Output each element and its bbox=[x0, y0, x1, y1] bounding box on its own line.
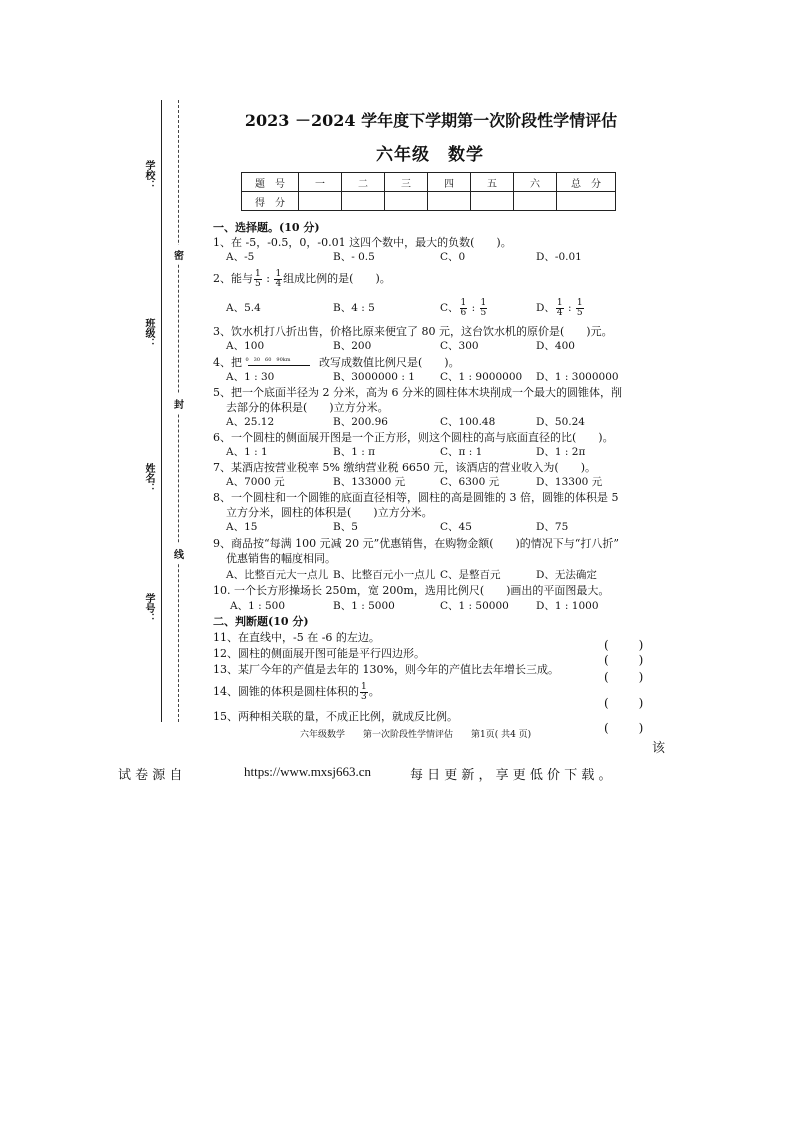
score-header-cell: 二 bbox=[342, 173, 385, 192]
q13-answer-blank[interactable]: ( ) bbox=[604, 670, 653, 684]
score-table-score-row bbox=[242, 192, 616, 211]
q4-option-d: D、1 : 3000000 bbox=[536, 371, 619, 383]
q9-option-c: C、是整百元 bbox=[440, 569, 501, 581]
score-row-label: 得 分 bbox=[242, 192, 299, 211]
fraction bbox=[460, 299, 468, 318]
q4-line-scale bbox=[246, 357, 316, 369]
q3-option-c: C、300 bbox=[440, 340, 479, 352]
seal-mark-2: 封 bbox=[174, 394, 184, 413]
q2-text-a: 2、能与 bbox=[213, 272, 253, 285]
q5-line2: 去部分的体积是( )立方分米。 bbox=[226, 401, 389, 414]
fraction-numerator: 1 bbox=[275, 268, 282, 279]
q12-text: 12、圆柱的侧面展开图可能是平行四边形。 bbox=[213, 647, 425, 660]
fraction-denominator: 4 bbox=[275, 278, 282, 289]
fraction-denominator: 5 bbox=[576, 307, 583, 318]
q2-fraction-1 bbox=[254, 270, 262, 289]
q2-option-a: A、5.4 bbox=[226, 302, 261, 314]
q7-text: 7、某酒店按营业税率 5% 缴纳营业税 6650 元，该酒店的营业收入为( )。 bbox=[213, 461, 597, 474]
page-footer: 六年级数学 第一次阶段性学情评估 第1页( 共4 页) bbox=[300, 730, 532, 740]
school-label: 学校： bbox=[143, 160, 154, 190]
q11-text: 11、在直线中，-5 在 -6 的左边。 bbox=[213, 631, 380, 644]
option-prefix: C、 bbox=[440, 302, 459, 314]
q3-option-b: B、200 bbox=[333, 340, 372, 352]
q4-option-a: A、1 : 30 bbox=[226, 371, 275, 383]
fraction-denominator: 4 bbox=[556, 307, 563, 318]
fraction-numerator: 1 bbox=[480, 297, 487, 308]
q3-option-d: D、400 bbox=[536, 340, 575, 352]
q3-option-a: A、100 bbox=[226, 340, 265, 352]
name-label: 姓名： bbox=[143, 463, 154, 493]
score-header-cell: 三 bbox=[385, 173, 428, 192]
q14-answer-blank[interactable]: ( ) bbox=[604, 696, 653, 710]
q3-text: 3、饮水机打八折出售，价格比原来便宜了 80 元，这台饮水机的原价是( )元。 bbox=[213, 325, 613, 338]
q9-option-b: B、比整百元小一点儿 bbox=[333, 569, 436, 581]
score-input-cell[interactable] bbox=[471, 192, 514, 211]
score-header-cell: 一 bbox=[299, 173, 342, 192]
q14-text-b: 。 bbox=[368, 685, 380, 698]
fraction-numerator: 1 bbox=[576, 297, 583, 308]
q4-option-b: B、3000000 : 1 bbox=[333, 371, 415, 383]
q15-text: 15、两种相关联的量，不成正比例，就成反比例。 bbox=[213, 710, 458, 723]
class-label: 班级： bbox=[143, 318, 154, 348]
footer-stray-char: 该 bbox=[652, 741, 666, 756]
q5-option-d: D、50.24 bbox=[536, 416, 585, 428]
fraction-denominator: 6 bbox=[460, 307, 467, 318]
fraction-denominator: 5 bbox=[255, 278, 261, 289]
q12-answer-blank[interactable]: ( ) bbox=[604, 653, 653, 667]
q5-line1: 5、把一个底面半径为 2 分米，高为 6 分米的圆柱体木块削成一个最大的圆锥体，削 bbox=[213, 386, 622, 399]
fraction-numerator: 1 bbox=[255, 268, 261, 279]
score-input-cell[interactable] bbox=[342, 192, 385, 211]
q2-fraction-2 bbox=[274, 270, 282, 289]
q5-option-c: C、100.48 bbox=[440, 416, 496, 428]
score-input-cell[interactable] bbox=[557, 192, 616, 211]
q9-line2: 优惠销售的幅度相同。 bbox=[226, 552, 336, 565]
q2-option-b: B、4 : 5 bbox=[333, 302, 375, 314]
q5-option-b: B、200.96 bbox=[333, 416, 388, 428]
q4-text bbox=[213, 356, 460, 369]
q8-option-d: D、75 bbox=[536, 521, 569, 533]
q14-text-a: 14、圆锥的体积是圆柱体积的 bbox=[213, 685, 359, 698]
fraction-numerator: 1 bbox=[361, 681, 367, 692]
fraction-numerator: 1 bbox=[460, 297, 467, 308]
seal-mark-1: 密 bbox=[174, 245, 184, 264]
score-header-cell: 总 分 bbox=[557, 173, 616, 192]
binding-line-left bbox=[161, 100, 162, 722]
q14-text bbox=[213, 680, 380, 704]
q6-option-b: B、1 : π bbox=[333, 446, 376, 458]
exam-title: 2023 －2024 学年度下学期第一次阶段性学情评估 bbox=[244, 111, 618, 130]
student-number-label: 学号： bbox=[143, 593, 154, 623]
q14-fraction bbox=[360, 683, 368, 702]
q7-option-d: D、13300 元 bbox=[536, 476, 603, 488]
fraction bbox=[576, 299, 584, 318]
q5-option-a: A、25.12 bbox=[226, 416, 275, 428]
q9-option-d: D、无法确定 bbox=[536, 569, 597, 581]
q8-line2: 立方分米，圆柱的体积是( )立方分米。 bbox=[226, 506, 433, 519]
fraction-denominator: 5 bbox=[480, 307, 487, 318]
q4-text-a: 4、把 bbox=[213, 356, 242, 369]
q6-option-c: C、π : 1 bbox=[440, 446, 483, 458]
q8-line1: 8、一个圆柱和一个圆锥的底面直径相等，圆柱的高是圆锥的 3 倍，圆锥的体积是 5 bbox=[213, 491, 619, 504]
q4-option-c: C、1 : 9000000 bbox=[440, 371, 523, 383]
q11-answer-blank[interactable]: ( ) bbox=[604, 638, 653, 652]
score-header-cell: 六 bbox=[514, 173, 557, 192]
q1-option-c: C、0 bbox=[440, 251, 466, 263]
fraction bbox=[556, 299, 564, 318]
q1-option-a: A、-5 bbox=[226, 251, 255, 263]
q6-text: 6、一个圆柱的侧面展开图是一个正方形，则这个圆柱的高与底面直径的比( )。 bbox=[213, 431, 614, 444]
score-input-cell[interactable] bbox=[299, 192, 342, 211]
source-url-link[interactable]: https://www.mxsj663.cn bbox=[244, 764, 371, 779]
score-header-cell: 五 bbox=[471, 173, 514, 192]
section1-heading: 一、选择题。(10 分) bbox=[213, 221, 320, 234]
q7-option-b: B、133000 元 bbox=[333, 476, 406, 488]
score-input-cell[interactable] bbox=[385, 192, 428, 211]
option-prefix: D、 bbox=[536, 302, 555, 314]
scale-bar-icon bbox=[248, 365, 310, 366]
score-table bbox=[241, 172, 616, 211]
q2-option-c: C、 $\frac{1}{6}$ : $\frac{1}{5}$ bbox=[440, 297, 487, 318]
q8-option-a: A、15 bbox=[226, 521, 258, 533]
q2-text: 2、能与 $\frac{1}{5}$ : $\frac{1}{4}$ 组成比例的是( )。 bbox=[213, 268, 391, 289]
q13-text: 13、某厂今年的产值是去年的 130%，则今年的产值比去年增长三成。 bbox=[213, 663, 559, 676]
q8-option-b: B、5 bbox=[333, 521, 358, 533]
q6-option-d: D、1 : 2π bbox=[536, 446, 586, 458]
source-left-text: 试 卷 源 自 bbox=[118, 768, 183, 783]
q8-option-c: C、45 bbox=[440, 521, 472, 533]
score-input-cell[interactable] bbox=[428, 192, 471, 211]
fraction bbox=[480, 299, 488, 318]
q4-text-b: 改写成数值比例尺是( )。 bbox=[319, 356, 460, 369]
score-input-cell[interactable] bbox=[514, 192, 557, 211]
q10-option-a: A、1 : 500 bbox=[230, 600, 286, 612]
q1-option-d: D、-0.01 bbox=[536, 251, 582, 263]
scale-label: 0 30 60 90km bbox=[245, 357, 291, 363]
source-right-text: 每 日 更 新 ， 享 更 低 价 下 载 。 bbox=[410, 768, 612, 783]
q10-text: 10. 一个长方形操场长 250m，宽 200m，选用比例尺( )画出的平面图最大。 bbox=[213, 584, 610, 597]
q7-option-c: C、6300 元 bbox=[440, 476, 500, 488]
q2-text-b: 组成比例的是( )。 bbox=[283, 272, 391, 285]
fraction-numerator: 1 bbox=[556, 297, 563, 308]
score-header-cell: 四 bbox=[428, 173, 471, 192]
fraction-denominator: 3 bbox=[361, 691, 367, 702]
q10-option-d: D、1 : 1000 bbox=[536, 600, 599, 612]
score-table-header-row bbox=[242, 173, 616, 192]
q1-text: 1、在 -5，-0.5，0，-0.01 这四个数中，最大的负数( )。 bbox=[213, 236, 512, 249]
q1-option-b: B、- 0.5 bbox=[333, 251, 375, 263]
q9-line1: 9、商品按“每满 100 元减 20 元”优惠销售，在购物金额( )的情况下与“打八折” bbox=[213, 537, 620, 550]
exam-subtitle: 六年级 数学 bbox=[376, 145, 484, 165]
q10-option-b: B、1 : 5000 bbox=[333, 600, 395, 612]
section2-heading: 二、判断题(10 分) bbox=[213, 615, 309, 628]
q9-option-a: A、比整百元大一点儿 bbox=[226, 569, 329, 581]
seal-mark-3: 线 bbox=[174, 544, 184, 563]
q7-option-a: A、7000 元 bbox=[226, 476, 285, 488]
q15-answer-blank[interactable]: ( ) bbox=[604, 721, 653, 735]
q2-option-d: D、 $\frac{1}{4}$ : $\frac{1}{5}$ bbox=[536, 297, 583, 318]
score-header-cell: 题 号 bbox=[242, 173, 299, 192]
q10-option-c: C、1 : 50000 bbox=[440, 600, 509, 612]
q6-option-a: A、1 : 1 bbox=[226, 446, 268, 458]
